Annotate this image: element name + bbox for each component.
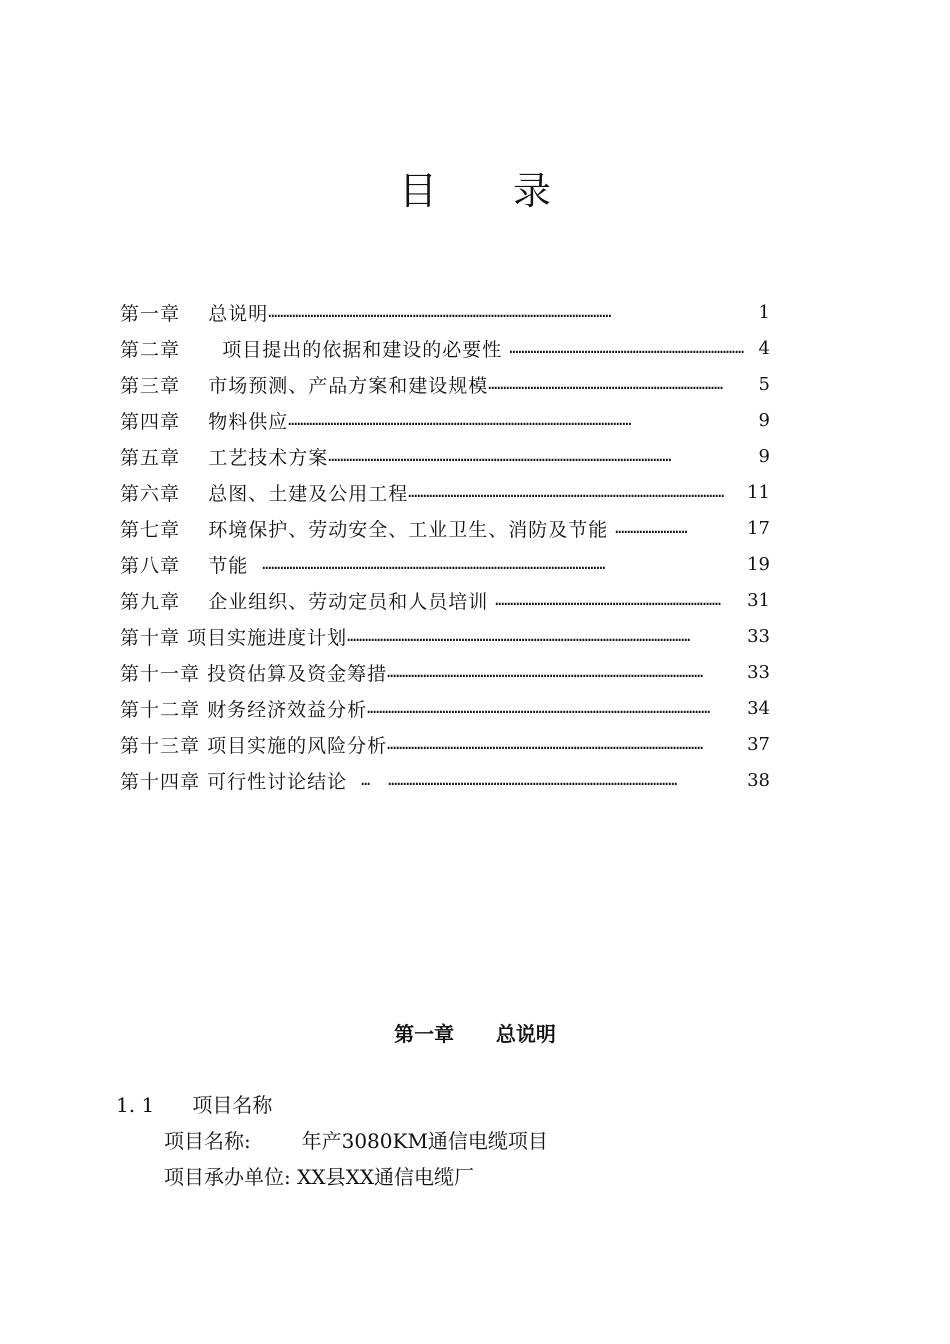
project-organizer-label: 项目承办单位: [164,1165,291,1189]
toc-entry-title: 项目提出的依据和建设的必要性 [222,338,510,361]
toc-entry [120,438,770,474]
toc-entry-chapter: 第十三章 [120,734,201,757]
toc-entry [120,726,770,762]
project-name-value: 年产3080KM通信电缆项目 [301,1129,548,1153]
toc-entry-page: 5 [758,373,770,395]
toc-entry [120,474,770,510]
toc-entry-leader: ………………………………………………………………… [495,591,722,609]
toc-entry-chapter: 第九章 [120,590,181,613]
toc-entry-chapter: 第五章 [120,446,181,469]
toc-entry-chapter: 第八章 [120,554,181,577]
toc-entry-gap [180,301,208,323]
toc-entry-title: 项目实施进度计划 [187,626,348,649]
toc-entry-leader: …………………………………………………………………………………………………… [268,303,612,321]
toc-entry-title: 财务经济效益分析 [207,698,368,721]
toc-entry-chapter: 第三章 [120,374,181,397]
toc-entry-title: 总图、土建及公用工程 [208,482,409,505]
toc-entry-gap [200,733,207,755]
toc-entry-title: 项目实施的风险分析 [207,734,388,757]
toc-entry-leader: …………………………………………………………………………………………………… [347,627,691,645]
toc-entry-page: 38 [747,769,770,791]
section-number: 1. 1 [116,1093,155,1117]
toc-entry-gap [180,337,222,359]
toc-entry [120,654,770,690]
toc-entry-page: 1 [758,301,770,323]
toc-entry-leader: …………………………………………………………………………………………… [408,483,725,501]
toc-entry-page: 17 [747,517,770,539]
toc-entry [120,366,770,402]
project-organizer-line [164,1162,474,1192]
toc-entry-gap [180,625,187,647]
toc-entry-leader: …………………… [615,519,688,537]
toc-entry-gap [180,373,208,395]
toc-entry-chapter: 第二章 [120,338,181,361]
toc-entry-chapter: 第十二章 [120,698,201,721]
toc-entry-chapter: 第十章 [120,626,181,649]
toc-entry [120,618,770,654]
toc-entry-page: 34 [747,697,770,719]
toc-entry-gap [180,553,208,575]
toc-entry-leader: …………………………………………………………………………………………………… [328,447,672,465]
toc-entry-leader: …………………………………………………………………………………………… [387,663,704,681]
toc-entry-title: 投资估算及资金筹措 [207,662,388,685]
toc-entry [120,546,770,582]
section-heading [116,1090,272,1120]
toc-entry-gap [180,409,208,431]
toc-entry-page: 33 [747,661,770,683]
toc-entry-chapter: 第十一章 [120,662,201,685]
toc-entry-chapter: 第四章 [120,410,181,433]
toc-entry-gap [180,589,208,611]
toc-entry-page: 9 [758,445,770,467]
toc-entry-leader: …………………………………………………………………………………………… [387,735,704,753]
toc-entry [120,582,770,618]
toc-title: 目录 [398,169,627,213]
section-title: 项目名称 [192,1093,273,1117]
toc-entry-page: 4 [758,337,770,359]
chapter-heading: 第一章 总说明 [394,1022,556,1046]
toc-entry-page: 9 [758,409,770,431]
toc-entry [120,690,770,726]
toc-entry [120,402,770,438]
toc-entry-gap [180,481,208,503]
project-name-label: 项目名称: [164,1129,251,1153]
toc-entry-title: 总说明 [208,302,269,325]
toc-entry-gap [200,661,207,683]
toc-entry-title: 工艺技术方案 [208,446,329,469]
toc-entry [120,294,770,330]
toc-entry-gap [200,697,207,719]
toc-entry-gap [180,445,208,467]
toc-entry [120,330,770,366]
toc-entry-leader: …………………………………………………………………… [488,375,724,393]
toc-entry-gap [200,769,207,791]
toc-entry-page: 19 [747,553,770,575]
toc-entry [120,762,770,798]
toc-entry-chapter: 第六章 [120,482,181,505]
toc-entry-title: 物料供应 [208,410,289,433]
toc-entry-chapter: 第一章 [120,302,181,325]
toc-entry-title: 企业组织、劳动定员和人员培训 [208,590,496,613]
toc-entry-title: 可行性讨论结论 [207,770,362,793]
toc-entry-title: 环境保护、劳动安全、工业卫生、消防及节能 [208,518,616,541]
toc-entry-leader: … …………………………………………………………………………………… [361,771,678,789]
table-of-contents [120,294,770,798]
toc-entry-leader: …………………………………………………………………………………………………… [367,699,711,717]
toc-entry-leader: …………………………………………………………………………………………………… [288,411,632,429]
toc-entry-title: 市场预测、产品方案和建设规模 [208,374,489,397]
toc-entry-page: 11 [747,481,770,503]
toc-entry-leader: …………………………………………………………………………………………………… [262,555,633,573]
toc-entry-gap [180,517,208,539]
toc-entry-page: 33 [747,625,770,647]
toc-entry-chapter: 第七章 [120,518,181,541]
toc-entry-chapter: 第十四章 [120,770,201,793]
toc-entry-page: 37 [747,733,770,755]
toc-entry-title: 节能 [208,554,263,577]
toc-entry-page: 31 [747,589,770,611]
project-organizer-value: XX县XX通信电缆厂 [297,1165,475,1189]
toc-entry-leader: …………………………………………………………………… [509,339,745,357]
toc-entry [120,510,770,546]
project-name-line [164,1126,548,1156]
